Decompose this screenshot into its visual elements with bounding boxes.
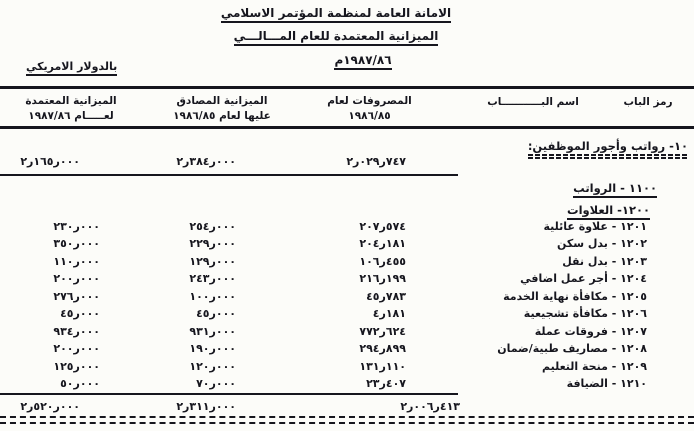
adopted-value: ٢٠٠ر٠٠٠ bbox=[53, 272, 100, 285]
column-header-code: رمز الباب bbox=[623, 96, 673, 108]
column-header-adopted-line1: الميزانية المعتمدة bbox=[25, 95, 117, 107]
fiscal-year-text: ١٩٨٧/٨٦م bbox=[334, 53, 391, 70]
doc-title bbox=[180, 29, 492, 43]
totals-row bbox=[0, 400, 694, 416]
salaries-values-row bbox=[0, 155, 694, 171]
currency-note-text: بالدولار الامريكي bbox=[26, 60, 117, 76]
expenditure-value: ٤ر١٨١ bbox=[372, 307, 406, 320]
salaries-heading-text: ١١٠٠ - الرواتب bbox=[573, 181, 657, 198]
column-header-expenditure-line1: المصروفات لعام bbox=[327, 95, 412, 107]
doc-title-text: الميزانية المعتمدة للعام المـــالـــي bbox=[234, 29, 439, 46]
row-label: ١٢٠٩ - منحة التعليم bbox=[541, 360, 647, 373]
approved-value: ٧٠ر٠٠٠ bbox=[196, 377, 236, 390]
table-row bbox=[0, 272, 694, 288]
adopted-value: ٢٧٦ر٠٠٠ bbox=[53, 290, 100, 303]
allowances-heading-text: ١٢٠٠- العلاوات bbox=[567, 203, 650, 220]
salaries-expenditure-value: ٢ر٠٢٩ر٧٤٧ bbox=[346, 155, 406, 168]
column-header-name: اسم البـــــــــــاب bbox=[487, 96, 579, 108]
section-heading-chapter10-text: ١٠- رواتب وأجور الموظفين: bbox=[528, 139, 688, 159]
row-label: ١٢٠٤ - أجر عمل اضافي bbox=[520, 272, 647, 285]
section-heading-chapter10 bbox=[528, 139, 688, 153]
expenditure-value: ٢٣ر٤٠٧ bbox=[366, 377, 406, 390]
column-header-expenditure bbox=[302, 94, 437, 124]
table-row bbox=[0, 377, 694, 393]
approved-value: ٢٢٩ر٠٠٠ bbox=[189, 237, 236, 250]
adopted-value: ٩٣٤ر٠٠٠ bbox=[53, 325, 100, 338]
totals-rule bbox=[0, 393, 458, 395]
expenditure-value: ٢١٦ر١٩٩ bbox=[359, 272, 406, 285]
adopted-value: ١٢٥ر٠٠٠ bbox=[53, 360, 100, 373]
totals-expenditure-value: ٢ر٠٠٦ر٤١٣ bbox=[400, 400, 460, 413]
expenditure-value: ٢٩٤ر٨٩٩ bbox=[359, 342, 406, 355]
allowances-heading bbox=[567, 203, 650, 217]
org-title bbox=[180, 6, 492, 20]
row-label: ١٢٠٥ - مكافأة نهاية الخدمة bbox=[503, 290, 647, 303]
totals-adopted-value: ٢ر٥٢٠ر٠٠٠ bbox=[20, 400, 80, 413]
row-label: ١٢٠٧ - فروقات عملة bbox=[534, 325, 647, 338]
column-header-expenditure-line2: ١٩٨٦/٨٥ bbox=[348, 110, 391, 122]
table-row bbox=[0, 290, 694, 306]
approved-value: ٩٣١ر٠٠٠ bbox=[189, 325, 236, 338]
column-header-approved bbox=[148, 94, 296, 124]
table-row bbox=[0, 307, 694, 323]
table-row bbox=[0, 360, 694, 376]
approved-value: ٢٥٤ر٠٠٠ bbox=[189, 220, 236, 233]
column-header-approved-line2: عليها لعام ١٩٨٦/٨٥ bbox=[173, 110, 271, 122]
row-label: ١٢٠١ - علاوة عائلية bbox=[543, 220, 647, 233]
column-header-approved-line1: الميزانية المصادق bbox=[176, 95, 268, 107]
top-rule bbox=[0, 86, 694, 89]
row-label: ١٢٠٦ - مكافأة تشجيعية bbox=[523, 307, 647, 320]
header-bottom-rule bbox=[0, 126, 694, 129]
expenditure-value: ٤٥ر٧٨٣ bbox=[366, 290, 406, 303]
currency-note bbox=[26, 60, 117, 73]
approved-value: ١٩٠ر٠٠٠ bbox=[189, 342, 236, 355]
org-title-text: الامانة العامة لمنظمة المؤتمر الاسلامي bbox=[221, 6, 451, 23]
expenditure-value: ١٠٦ر٤٥٥ bbox=[359, 255, 406, 268]
row-label: ١٢٠٨ - مصاريف طبية/ضمان bbox=[497, 342, 647, 355]
salaries-adopted-value: ٢ر١٦٥ر٠٠٠ bbox=[20, 155, 80, 168]
row-label: ١٢٠٣ - بدل نقل bbox=[562, 255, 647, 268]
expenditure-value: ١٣١ر١١٠ bbox=[359, 360, 406, 373]
row-label: ١٢٠٢ - بدل سكن bbox=[556, 237, 647, 250]
table-row bbox=[0, 325, 694, 341]
adopted-value: ٤٥ر٠٠٠ bbox=[60, 307, 100, 320]
fiscal-year bbox=[300, 53, 426, 67]
column-header-adopted bbox=[0, 94, 142, 124]
table-row bbox=[0, 342, 694, 358]
adopted-value: ٥٠ر٠٠٠ bbox=[60, 377, 100, 390]
approved-value: ٤٥ر٠٠٠ bbox=[196, 307, 236, 320]
table-row bbox=[0, 255, 694, 271]
adopted-value: ٢٣٠ر٠٠٠ bbox=[53, 220, 100, 233]
table-row bbox=[0, 220, 694, 236]
approved-value: ١٢٩ر٠٠٠ bbox=[189, 255, 236, 268]
adopted-value: ١١٠ر٠٠٠ bbox=[53, 255, 100, 268]
adopted-value: ٢٠٠ر٠٠٠ bbox=[53, 342, 100, 355]
row-label: ١٢١٠ - الضيافة bbox=[566, 377, 647, 390]
salaries-approved-value: ٢ر٣٨٤ر٠٠٠ bbox=[176, 155, 236, 168]
salaries-underline-rule bbox=[0, 174, 458, 176]
expenditure-value: ٧٧٢ر٦٢٤ bbox=[359, 325, 406, 338]
adopted-value: ٣٥٠ر٠٠٠ bbox=[53, 237, 100, 250]
bottom-double-rule bbox=[0, 416, 694, 424]
table-row bbox=[0, 237, 694, 253]
expenditure-value: ٢٠٧ر٥٧٤ bbox=[359, 220, 406, 233]
salaries-heading bbox=[573, 181, 657, 195]
approved-value: ١٢٠ر٠٠٠ bbox=[189, 360, 236, 373]
approved-value: ٢٤٣ر٠٠٠ bbox=[189, 272, 236, 285]
column-header-adopted-line2: لعـــــام ١٩٨٧/٨٦ bbox=[28, 110, 114, 122]
totals-approved-value: ٢ر٣١١ر٠٠٠ bbox=[176, 400, 236, 413]
expenditure-value: ٢٠٤ر١٨١ bbox=[359, 237, 406, 250]
approved-value: ١٠٠ر٠٠٠ bbox=[189, 290, 236, 303]
